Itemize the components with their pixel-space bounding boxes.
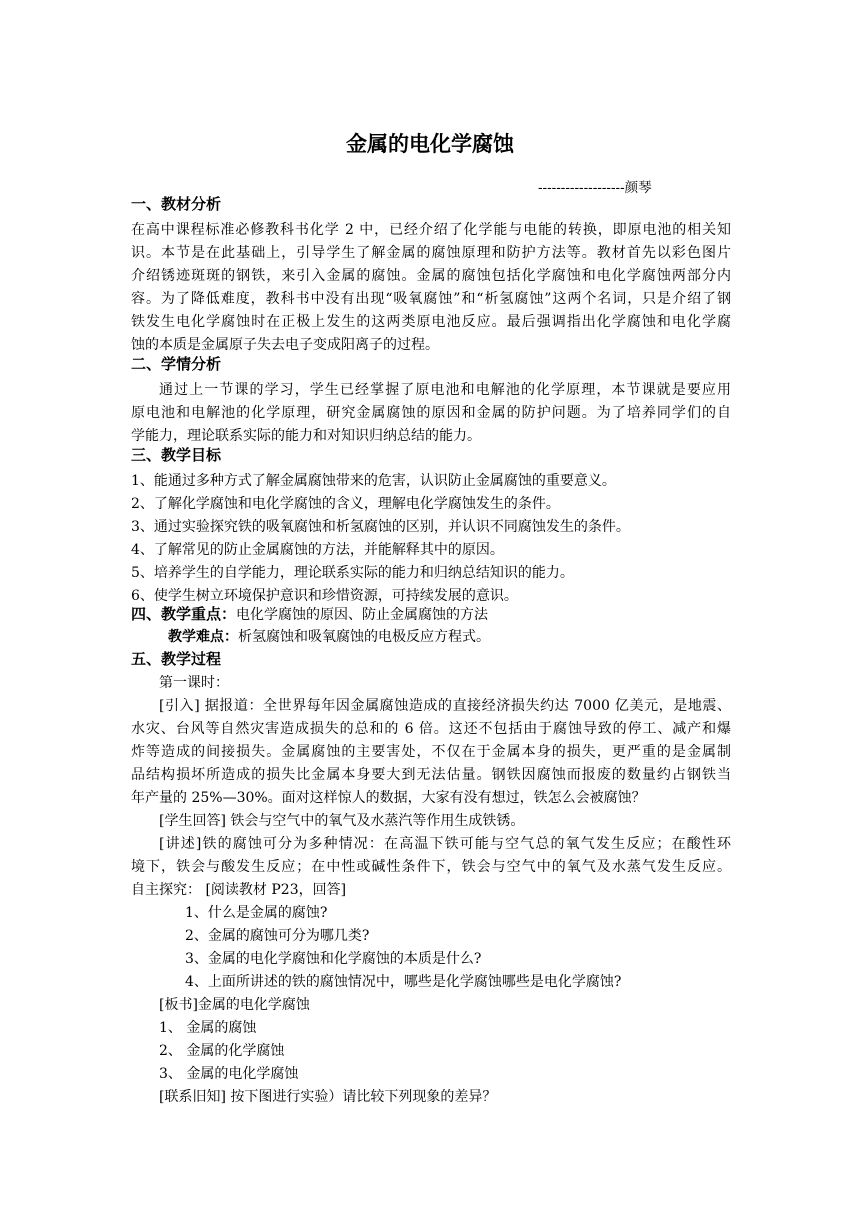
difficulty-label: 教学难点：	[168, 629, 238, 645]
paragraph-line: 在高中课程标准必修教科书化学 2 中，已经介绍了化学能与电能的转换，即原电池的相关知	[131, 222, 731, 238]
paragraph-line: 学能力，理论联系实际的能力和对知识归纳总结的能力。	[131, 428, 481, 444]
intro-line: 炸等造成的间接损失。金属腐蚀的主要害处，不仅在于金属本身的损失，更严重的是金属制	[131, 744, 731, 760]
paragraph-line: 识。本节是在此基础上，引导学生了解金属的腐蚀原理和防护方法等。教材首先以彩色图片	[131, 245, 731, 261]
goal-item: 2、了解化学腐蚀和电化学腐蚀的含义，理解电化学腐蚀发生的条件。	[131, 496, 560, 512]
intro-line: 水灾、台风等自然灾害造成损失的总和的 6 倍。这还不包括由于腐蚀导致的停工、减产和爆	[131, 721, 731, 737]
lecture-line: 自主探究： [阅读教材 P23，回答]	[131, 882, 347, 898]
goal-item: 1、能通过多种方式了解金属腐蚀带来的危害，认识防止金属腐蚀的重要意义。	[131, 473, 616, 489]
lecture-line: [讲述]铁的腐蚀可分为多种情况：在高温下铁可能与空气总的氧气发生反应；在酸性环	[159, 836, 731, 852]
question-item: 2、金属的腐蚀可分为哪几类?	[185, 928, 370, 944]
document-title: 金属的电化学腐蚀	[346, 132, 514, 156]
author-line: -------------------颜琴	[538, 180, 652, 196]
difficulty-line	[168, 626, 768, 646]
goal-item: 6、使学生树立环境保护意识和珍惜资源，可持续发展的意识。	[131, 588, 518, 604]
section-heading-teaching-process: 五、教学过程	[131, 650, 222, 668]
student-answer: [学生回答] 铁会与空气中的氧气及水蒸汽等作用生成铁锈。	[159, 813, 525, 829]
question-item: 3、金属的电化学腐蚀和化学腐蚀的本质是什么?	[185, 951, 482, 967]
lecture-line: 境下，铁会与酸发生反应；在中性或碱性条件下，铁会与空气中的氧气及水蒸气发生反应。	[131, 859, 731, 875]
goal-item: 4、了解常见的防止金属腐蚀的方法，并能解释其中的原因。	[131, 542, 504, 558]
paragraph-line: 铁发生电化学腐蚀时在正极上发生的这两类原电池反应。最后强调指出化学腐蚀和电化学腐	[131, 314, 731, 330]
section-heading-key-point: 四、教学重点：	[131, 605, 237, 623]
paragraph-line: 原电池和电解池的化学原理，研究金属腐蚀的原因和金属的防护问题。为了培养同学们的自	[131, 405, 731, 421]
paragraph-line: 介绍锈迹斑斑的钢铁，来引入金属的腐蚀。金属的腐蚀包括化学腐蚀和电化学腐蚀两部分内	[131, 268, 731, 284]
board-item: 3、 金属的电化学腐蚀	[159, 1066, 299, 1082]
goal-item: 3、通过实验探究铁的吸氧腐蚀和析氢腐蚀的区别，并认识不同腐蚀发生的条件。	[131, 519, 630, 535]
section-heading-textbook-analysis: 一、教材分析	[131, 195, 222, 213]
paragraph-line: 通过上一节课的学习，学生已经掌握了原电池和电解池的化学原理，本节课就是要应用	[159, 382, 731, 398]
section-heading-student-analysis: 二、学情分析	[131, 355, 222, 373]
paragraph-line: 容。为了降低难度，教科书中没有出现“吸氧腐蚀”和“析氢腐蚀”这两个名词，只是介绍了钢	[131, 291, 731, 307]
question-item: 1、什么是金属的腐蚀?	[185, 905, 328, 921]
key-point-line	[131, 603, 731, 624]
goal-item: 5、培养学生的自学能力，理论联系实际的能力和归纳总结知识的能力。	[131, 565, 574, 581]
board-heading: [板书]金属的电化学腐蚀	[159, 997, 310, 1013]
link-previous-knowledge: [联系旧知] 按下图进行实验）请比较下列现象的差异？	[159, 1089, 497, 1105]
lesson-label: 第一课时：	[159, 675, 229, 691]
key-point-text: 电化学腐蚀的原因、防止金属腐蚀的方法	[236, 607, 489, 623]
difficulty-text: 析氢腐蚀和吸氧腐蚀的电极反应方程式。	[238, 629, 490, 645]
paragraph-line: 蚀的本质是金属原子失去电子变成阳离子的过程。	[131, 337, 439, 353]
board-item: 1、 金属的腐蚀	[159, 1020, 257, 1036]
intro-line: [引入] 据报道：全世界每年因金属腐蚀造成的直接经济损失约达 7000 亿美元，是地震、	[159, 698, 731, 714]
question-item: 4、上面所讲述的铁的腐蚀情况中，哪些是化学腐蚀哪些是电化学腐蚀?	[185, 974, 622, 990]
intro-line: 年产量的 25%—30%。面对这样惊人的数据，大家有没有想过，铁怎么会被腐蚀？	[131, 790, 646, 806]
section-heading-teaching-goals: 三、教学目标	[131, 446, 222, 464]
board-item: 2、 金属的化学腐蚀	[159, 1043, 285, 1059]
intro-line: 品结构损坏所造成的损失比金属本身要大到无法估量。钢铁因腐蚀而报废的数量约占钢铁当	[131, 767, 731, 783]
